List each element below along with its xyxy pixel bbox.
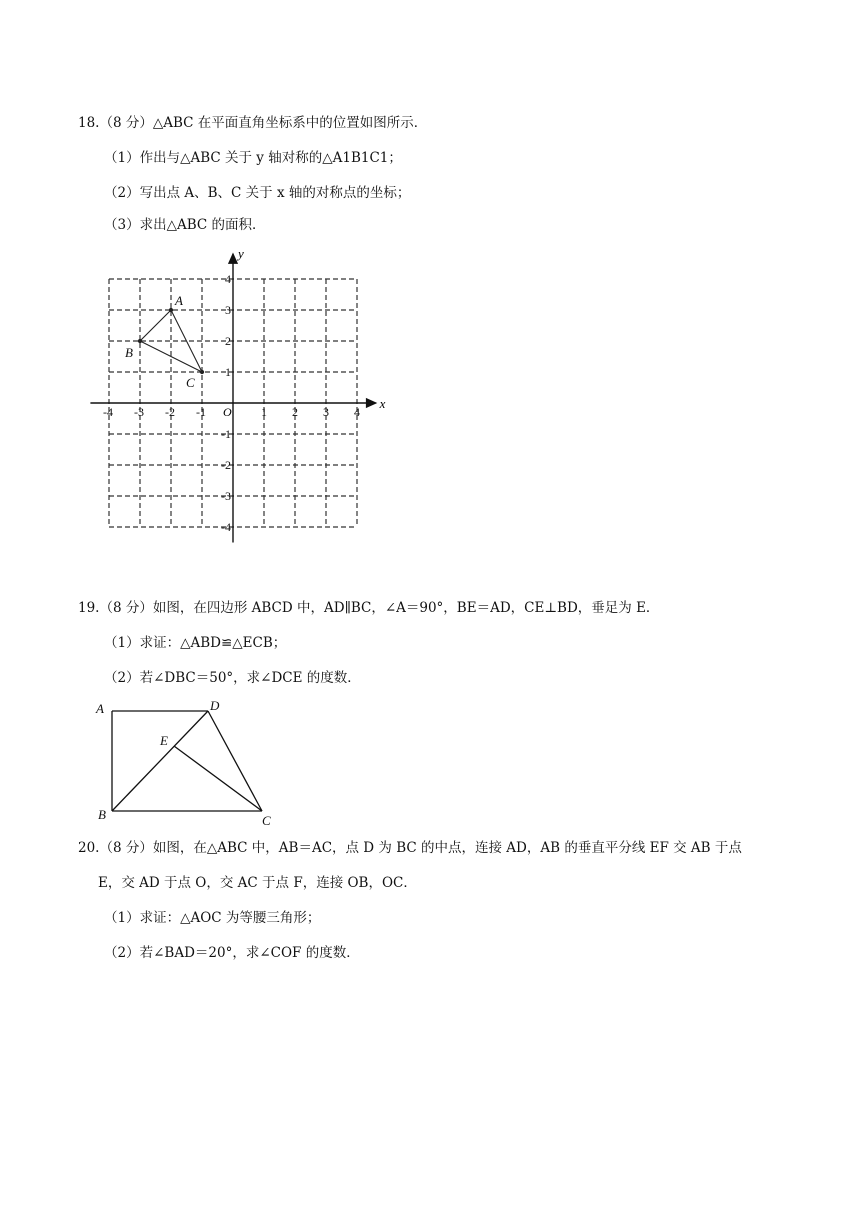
- quadrilateral-figure: [90, 695, 290, 830]
- y-tick-label: 4: [225, 272, 231, 286]
- x-tick-label: 3: [323, 405, 329, 419]
- label-b: B: [98, 807, 106, 822]
- q20-stem-line1: 20.（8 分）如图，在△ABC 中，AB＝AC，点 D 为 BC 的中点，连接 AD，AB 的垂直平分线 EF 交 AB 于点: [78, 840, 742, 856]
- q18-part2: （2）写出点 A、B、C 关于 x 轴的对称点的坐标；: [104, 185, 411, 201]
- x-tick-label: -2: [165, 405, 175, 419]
- q20-stem-line2: E，交 AD 于点 O，交 AC 于点 F，连接 OB，OC．: [98, 875, 417, 891]
- y-tick-label: 2: [225, 334, 231, 348]
- x-tick-label: 4: [354, 405, 360, 419]
- segment-dc: [208, 711, 262, 811]
- label-a: A: [96, 701, 104, 716]
- q18-part3: （3）求出△ABC 的面积．: [104, 217, 266, 233]
- point-b: [138, 339, 141, 342]
- point-c: [200, 370, 203, 373]
- y-tick-label: 1: [225, 365, 231, 379]
- point-label-b: B: [125, 345, 133, 360]
- point-label-c: C: [186, 375, 195, 390]
- x-tick-label: -1: [196, 405, 206, 419]
- label-c: C: [262, 813, 271, 828]
- y-tick-label: 3: [225, 303, 231, 317]
- label-e: E: [160, 733, 168, 748]
- point-label-a: A: [175, 293, 183, 308]
- q20-part2: （2）若∠BAD＝20°，求∠COF 的度数．: [104, 945, 360, 961]
- point-a: [169, 308, 172, 311]
- q19-stem: 19.（8 分）如图，在四边形 ABCD 中，AD∥BC，∠A＝90°，BE＝AD，CE⊥BD，垂足为 E．: [78, 600, 660, 616]
- segment-ce: [174, 746, 262, 811]
- origin-label: O: [223, 405, 232, 419]
- y-axis-arrow: [229, 254, 237, 263]
- y-tick-label: -1: [221, 427, 231, 441]
- q18-part1: （1）作出与△ABC 关于 y 轴对称的△A1B1C1；: [104, 150, 402, 166]
- x-tick-label: -3: [134, 405, 144, 419]
- y-axis-label: y: [238, 246, 244, 262]
- x-tick-label: 2: [292, 405, 298, 419]
- y-tick-label: -3: [221, 489, 231, 503]
- q19-part2: （2）若∠DBC＝50°，求∠DCE 的度数．: [104, 670, 361, 686]
- y-tick-label: -4: [221, 520, 231, 534]
- x-tick-label: 1: [261, 405, 267, 419]
- x-axis-arrow: [367, 399, 376, 407]
- q18-stem: 18.（8 分）△ABC 在平面直角坐标系中的位置如图所示．: [78, 115, 428, 131]
- q20-part1: （1）求证：△AOC 为等腰三角形；: [104, 910, 321, 926]
- coordinate-grid-figure: [90, 246, 390, 550]
- x-axis-label: x: [379, 396, 386, 411]
- x-tick-label: -4: [103, 405, 113, 419]
- label-d: D: [210, 698, 220, 713]
- y-tick-label: -2: [221, 458, 231, 472]
- q19-part1: （1）求证：△ABD≌△ECB；: [104, 635, 287, 651]
